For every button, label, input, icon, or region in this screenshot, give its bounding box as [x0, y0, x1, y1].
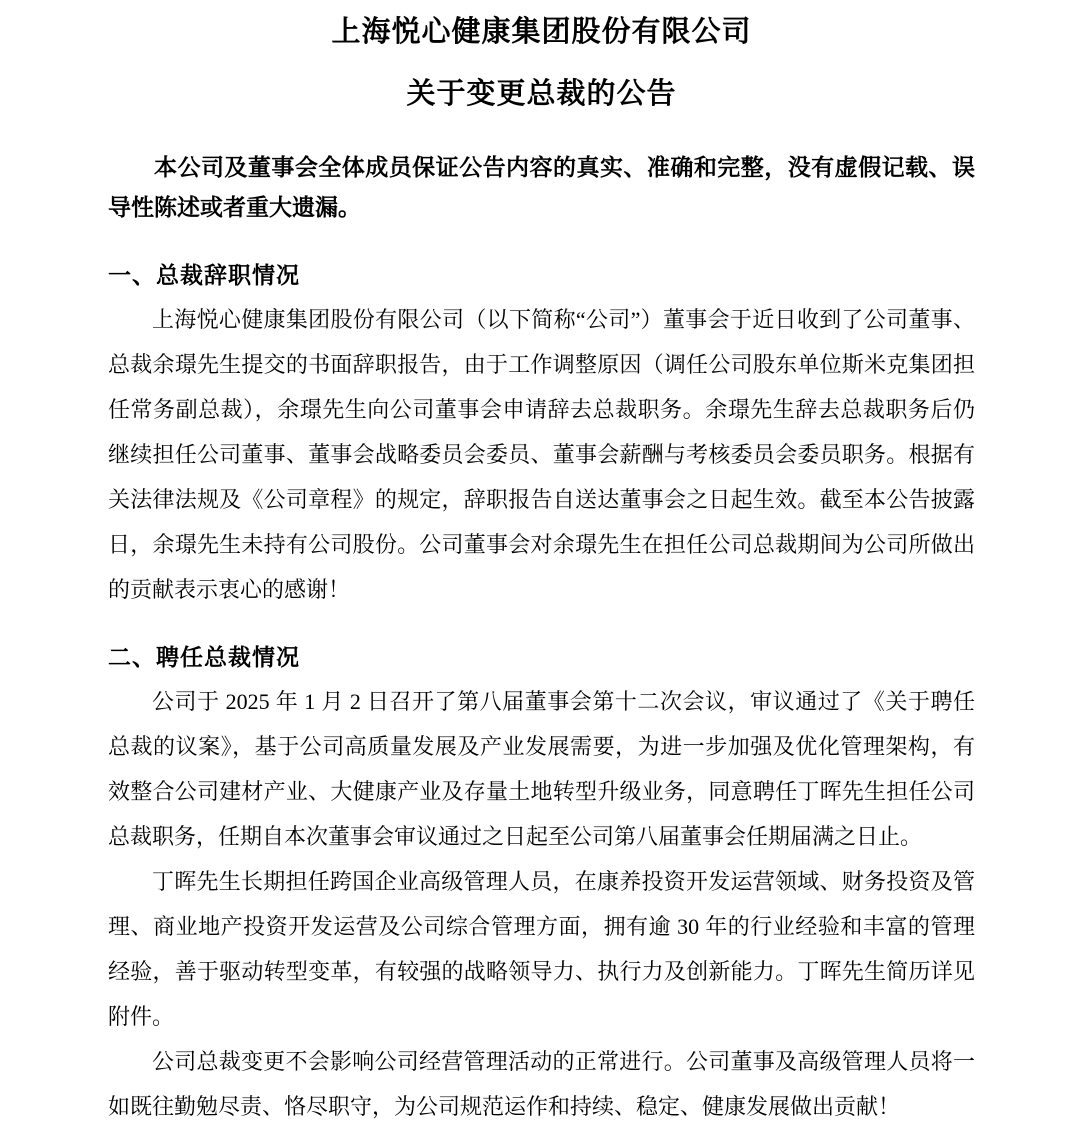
paragraph-resignation-details: 上海悦心健康集团股份有限公司（以下简称“公司”）董事会于近日收到了公司董事、总裁余璟先生提交的书面辞职报告，由于工作调整原因（调任公司股东单位斯米克集团担任常务副总裁），余璟先生向公司董事会申请辞去总裁职务。余璟先生辞去总裁职务后仍继续担任公司董事、董事会战略委员会委员、董事会薪酬与考核委员会委员职务。根据有关法律法规及《公司章程》的规定，辞职报告自送达董事会之日起生效。截至本公告披露日，余璟先生未持有公司股份。公司董事会对余璟先生在担任公司总裁期间为公司所做出的贡献表示衷心的感谢！ [108, 307, 975, 602]
board-disclaimer-statement: 本公司及董事会全体成员保证公告内容的真实、准确和完整，没有虚假记载、误导性陈述或者重大遗漏。 [108, 155, 975, 220]
paragraph-new-president-background: 丁晖先生长期担任跨国企业高级管理人员，在康养投资开发运营领域、财务投资及管理、商业地产投资开发运营及公司综合管理方面，拥有逾 30 年的行业经验和丰富的管理经验，善于驱动转型变革，有较强的战略领导力、执行力及创新能力。丁晖先生简历详见附件。 [108, 869, 975, 1029]
announcement-title: 关于变更总裁的公告 [406, 78, 677, 110]
paragraph-appointment-resolution: 公司于 2025 年 1 月 2 日召开了第八届董事会第十二次会议，审议通过了《关于聘任总裁的议案》，基于公司高质量发展及产业发展需要，为进一步加强及优化管理架构，有效整合公司建材产业、大健康产业及存量土地转型升级业务，同意聘任丁晖先生担任公司总裁职务，任期自本次董事会审议通过之日起至公司第八届董事会任期届满之日止。 [108, 689, 975, 849]
company-name-title: 上海悦心健康集团股份有限公司 [331, 16, 752, 48]
section-heading-president-appointment: 二、聘任总裁情况 [108, 644, 300, 670]
section-heading-president-resignation: 一、总裁辞职情况 [108, 262, 300, 288]
paragraph-closing-statement: 公司总裁变更不会影响公司经营管理活动的正常进行。公司董事及高级管理人员将一如既往勤勉尽责、恪尽职守，为公司规范运作和持续、稳定、健康发展做出贡献！ [108, 1049, 975, 1119]
